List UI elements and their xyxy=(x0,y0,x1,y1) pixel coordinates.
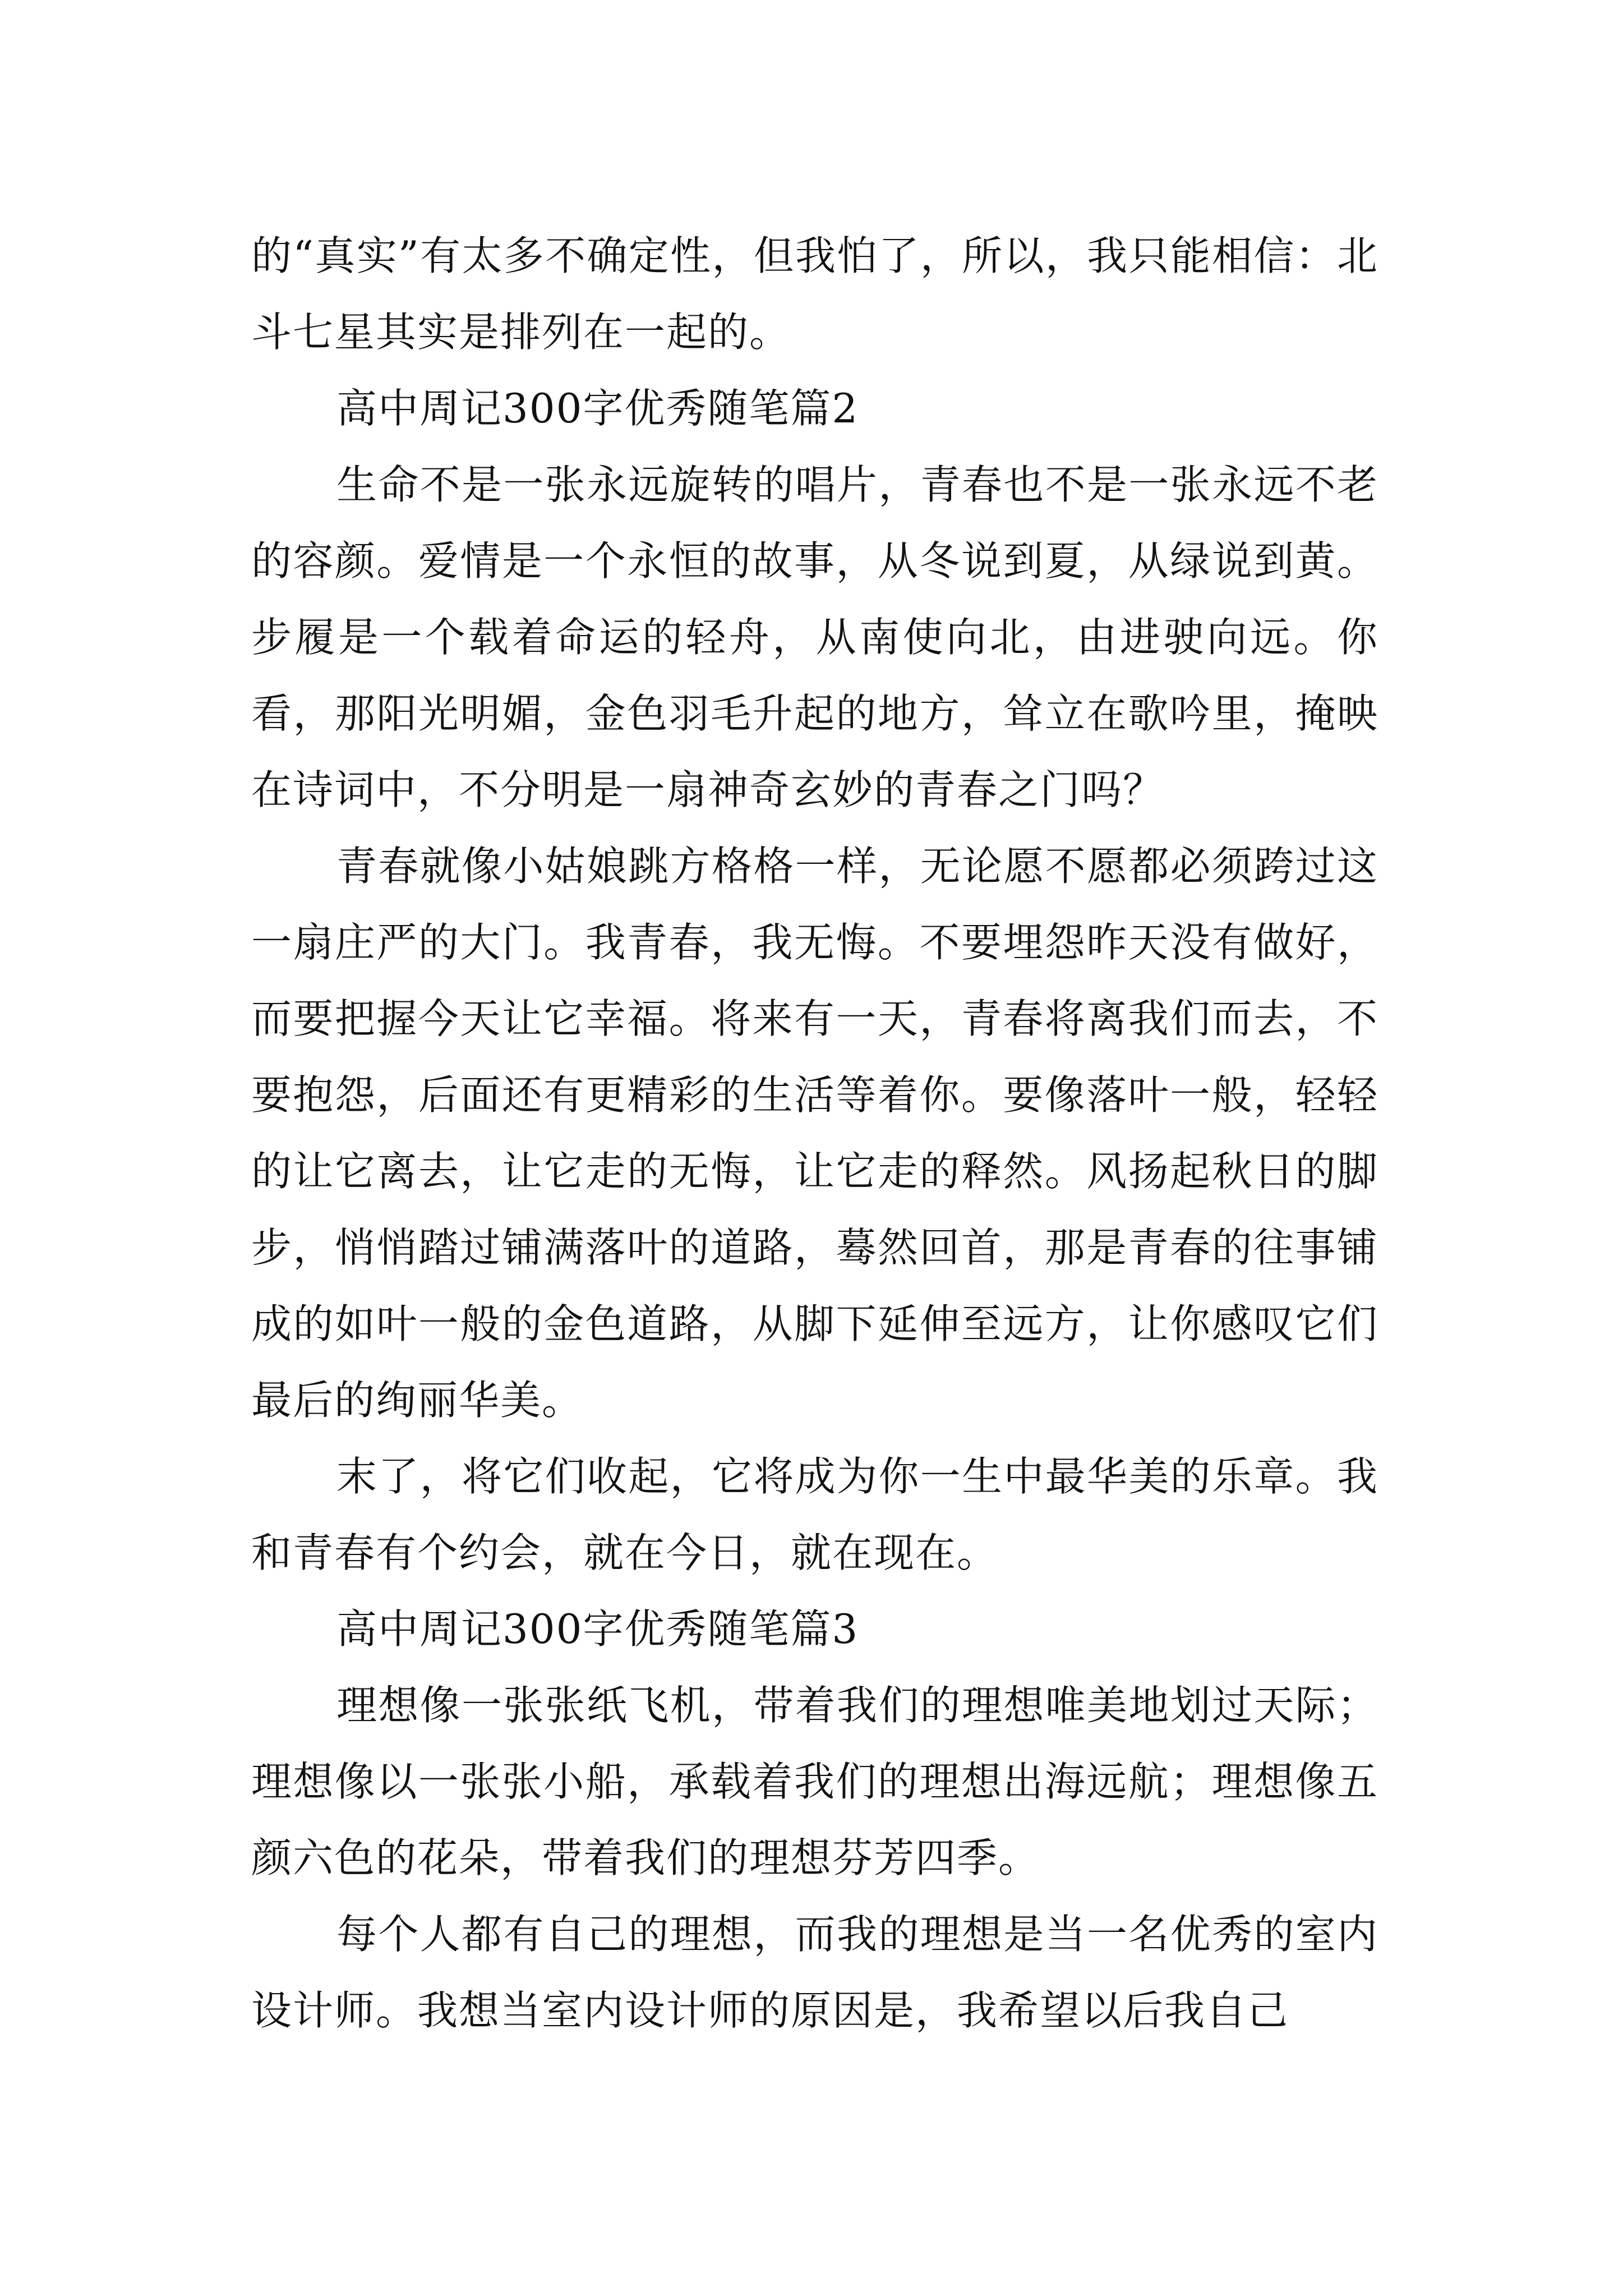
paragraph: 生命不是一张永远旋转的唱片，青春也不是一张永远不老的容颜。爱情是一个永恒的故事，从冬说到夏，从绿说到黄。步履是一个载着命运的轻舟，从南使向北，由进驶向远。你看，那阳光明媚，金色羽毛升起的地方，耸立在歌吟里，掩映在诗词中，不分明是一扇神奇玄妙的青春之门吗？ xyxy=(251,461,1378,813)
paragraph: 每个人都有自己的理想，而我的理想是当一名优秀的室内设计师。我想当室内设计师的原因是，我希望以后我自己 xyxy=(251,1911,1378,2034)
paragraph: 理想像一张张纸飞机，带着我们的理想唯美地划过天际；理想像以一张张小船，承载着我们的理想出海远航；理想像五颜六色的花朵，带着我们的理想芬芳四季。 xyxy=(251,1682,1378,1881)
document-body xyxy=(251,218,1378,2049)
paragraph: 末了，将它们收起，它将成为你一生中最华美的乐章。我和青春有个约会，就在今日，就在现在。 xyxy=(251,1453,1378,1576)
paragraph-continuation: 的“真实”有太多不确定性，但我怕了，所以，我只能相信：北斗七星其实是排列在一起的。 xyxy=(251,232,1378,356)
section-heading-2: 高中周记300字优秀随笔篇2 xyxy=(336,385,859,432)
section-heading-3: 高中周记300字优秀随笔篇3 xyxy=(336,1605,859,1653)
paragraph: 青春就像小姑娘跳方格格一样，无论愿不愿都必须跨过这一扇庄严的大门。我青春，我无悔。不要埋怨昨天没有做好，而要把握今天让它幸福。将来有一天，青春将离我们而去，不要抱怨，后面还有更精彩的生活等着你。要像落叶一般，轻轻的让它离去，让它走的无悔，让它走的释然。风扬起秋日的脚步，悄悄踏过铺满落叶的道路，蓦然回首，那是青春的往事铺成的如叶一般的金色道路，从脚下延伸至远方，让你感叹它们最后的绚丽华美。 xyxy=(251,843,1378,1424)
